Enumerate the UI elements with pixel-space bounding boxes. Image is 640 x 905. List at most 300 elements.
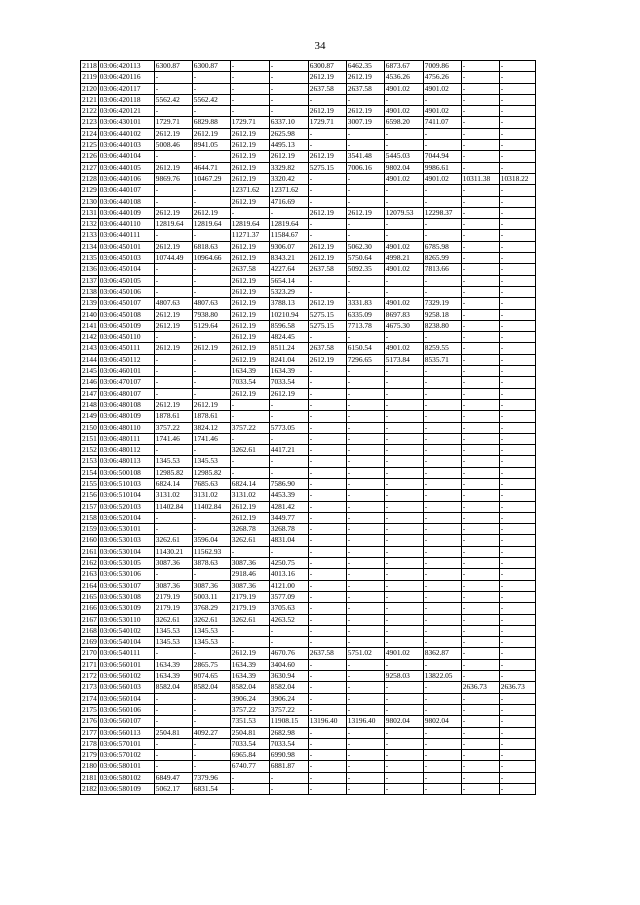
value-cell: 3007.19	[346, 117, 384, 128]
value-cell: -	[154, 151, 192, 162]
value-cell: -	[384, 467, 423, 478]
value-cell: -	[346, 128, 384, 139]
value-cell: 7033.54	[230, 738, 269, 749]
table-row	[81, 83, 536, 94]
value-cell: 1729.71	[308, 117, 346, 128]
value-cell: -	[192, 445, 230, 456]
value-cell: -	[461, 512, 499, 523]
value-cell: 3268.78	[269, 524, 308, 535]
value-cell: -	[423, 558, 461, 569]
row-index-cell: 2180	[82, 761, 97, 771]
value-cell: 2179.19	[154, 591, 192, 602]
value-cell: 9306.07	[269, 241, 308, 252]
table-row	[81, 501, 536, 512]
value-cell: -	[384, 704, 423, 715]
row-index-cell: 2141	[82, 320, 97, 330]
row-index-cell: 2175	[82, 704, 97, 714]
value-cell: 4644.71	[192, 162, 230, 173]
value-cell: -	[154, 72, 192, 83]
value-cell: 3087.36	[192, 580, 230, 591]
row-index-cell: 2167	[82, 614, 97, 624]
value-cell: -	[499, 591, 535, 602]
value-cell: -	[154, 512, 192, 523]
value-cell: 9802.04	[384, 716, 423, 727]
table-row	[81, 535, 536, 546]
code-cell: 03:06:480110	[98, 422, 154, 433]
table-row	[81, 727, 536, 738]
value-cell: 8238.80	[423, 320, 461, 331]
value-cell: -	[423, 275, 461, 286]
value-cell: -	[154, 761, 192, 772]
row-index-cell: 2178	[82, 738, 97, 748]
value-cell: 2637.58	[308, 648, 346, 659]
value-cell: -	[499, 580, 535, 591]
value-cell: -	[346, 140, 384, 151]
value-cell: -	[346, 275, 384, 286]
value-cell: -	[423, 704, 461, 715]
value-cell: 5008.46	[154, 140, 192, 151]
value-cell: 2612.19	[154, 343, 192, 354]
row-index-cell: 2147	[82, 388, 97, 398]
value-cell: 2179.19	[230, 591, 269, 602]
value-cell: -	[308, 230, 346, 241]
value-cell: -	[461, 117, 499, 128]
value-cell: -	[192, 750, 230, 761]
value-cell: 12985.82	[192, 467, 230, 478]
value-cell: -	[461, 320, 499, 331]
code-cell: 03:06:530103	[98, 535, 154, 546]
value-cell: -	[192, 106, 230, 117]
value-cell: -	[230, 207, 269, 218]
value-cell: -	[269, 772, 308, 783]
value-cell: -	[423, 569, 461, 580]
value-cell: -	[461, 140, 499, 151]
value-cell: -	[230, 399, 269, 410]
value-cell: 4901.02	[423, 173, 461, 184]
value-cell: 10318.22	[499, 173, 535, 184]
value-cell: -	[423, 332, 461, 343]
value-cell: 4824.45	[269, 332, 308, 343]
row-index-cell: 2179	[82, 750, 97, 760]
value-cell: -	[499, 106, 535, 117]
value-cell: -	[154, 738, 192, 749]
code-cell: 03:06:560106	[98, 704, 154, 715]
value-cell: -	[308, 693, 346, 704]
value-cell: -	[499, 298, 535, 309]
value-cell: -	[230, 784, 269, 795]
value-cell: 6598.20	[384, 117, 423, 128]
value-cell: -	[192, 761, 230, 772]
value-cell: 5562.42	[154, 94, 192, 105]
value-cell: 2612.19	[192, 128, 230, 139]
value-cell: -	[461, 72, 499, 83]
value-cell: 2865.75	[192, 659, 230, 670]
value-cell: -	[384, 422, 423, 433]
row-index-cell: 2182	[82, 784, 97, 793]
value-cell: 5129.64	[192, 320, 230, 331]
value-cell: -	[384, 614, 423, 625]
value-cell: 11402.84	[154, 501, 192, 512]
value-cell: 12819.64	[154, 219, 192, 230]
value-cell: -	[346, 456, 384, 467]
row-index-cell: 2127	[82, 162, 97, 172]
value-cell: -	[308, 185, 346, 196]
table-row	[81, 162, 536, 173]
table-row	[81, 467, 536, 478]
value-cell: 10311.38	[461, 173, 499, 184]
row-index-cell: 2154	[82, 467, 97, 477]
value-cell: -	[461, 535, 499, 546]
value-cell: 4536.26	[384, 72, 423, 83]
value-cell: 12079.53	[384, 207, 423, 218]
row-index-cell: 2150	[82, 422, 97, 432]
row-index-cell: 2181	[82, 772, 97, 782]
value-cell: -	[499, 445, 535, 456]
value-cell: -	[308, 580, 346, 591]
value-cell: -	[384, 377, 423, 388]
value-cell: -	[346, 286, 384, 297]
value-cell: 2612.19	[230, 512, 269, 523]
value-cell: -	[423, 185, 461, 196]
value-cell: 5062.30	[346, 241, 384, 252]
code-cell: 03:06:530110	[98, 614, 154, 625]
row-index-cell: 2132	[82, 219, 97, 229]
value-cell: 2612.19	[230, 501, 269, 512]
value-cell: 2612.19	[154, 162, 192, 173]
value-cell: -	[423, 286, 461, 297]
code-cell: 03:06:530101	[98, 524, 154, 535]
code-cell: 03:06:450107	[98, 298, 154, 309]
code-cell: 03:06:440104	[98, 151, 154, 162]
table-row	[81, 151, 536, 162]
value-cell: -	[461, 546, 499, 557]
value-cell: 3705.63	[269, 603, 308, 614]
value-cell: -	[308, 286, 346, 297]
value-cell: -	[308, 501, 346, 512]
value-cell: 9802.04	[384, 162, 423, 173]
value-cell: 4281.42	[269, 501, 308, 512]
value-cell: -	[423, 727, 461, 738]
value-cell: -	[384, 433, 423, 444]
value-cell: -	[461, 207, 499, 218]
value-cell: 2612.19	[308, 253, 346, 264]
code-cell: 03:06:450112	[98, 354, 154, 365]
value-cell: -	[269, 433, 308, 444]
value-cell: -	[308, 140, 346, 151]
value-cell: -	[230, 72, 269, 83]
value-cell: 2504.81	[230, 727, 269, 738]
value-cell: 3262.61	[154, 614, 192, 625]
code-cell: 03:06:530109	[98, 603, 154, 614]
value-cell: -	[423, 490, 461, 501]
value-cell: -	[384, 501, 423, 512]
value-cell: -	[461, 704, 499, 715]
value-cell: -	[461, 614, 499, 625]
value-cell: -	[384, 388, 423, 399]
table-row	[81, 772, 536, 783]
value-cell: -	[461, 286, 499, 297]
value-cell: 12819.64	[230, 219, 269, 230]
value-cell: -	[192, 151, 230, 162]
value-cell: 8259.55	[423, 343, 461, 354]
table-row	[81, 411, 536, 422]
table-row	[81, 603, 536, 614]
value-cell: -	[384, 94, 423, 105]
value-cell: -	[346, 625, 384, 636]
value-cell: -	[423, 196, 461, 207]
value-cell: 9074.65	[192, 671, 230, 682]
code-cell: 03:06:560104	[98, 693, 154, 704]
value-cell: 4901.02	[384, 298, 423, 309]
value-cell: -	[384, 772, 423, 783]
value-cell: 3630.94	[269, 671, 308, 682]
value-cell: -	[308, 591, 346, 602]
table-row	[81, 343, 536, 354]
value-cell: -	[346, 591, 384, 602]
value-cell: -	[230, 625, 269, 636]
value-cell: 2612.19	[192, 399, 230, 410]
value-cell: -	[461, 61, 499, 72]
table-row	[81, 738, 536, 749]
code-cell: 03:06:450110	[98, 332, 154, 343]
row-index-cell: 2142	[82, 332, 97, 342]
value-cell: -	[499, 704, 535, 715]
value-cell: -	[499, 625, 535, 636]
value-cell: -	[384, 603, 423, 614]
value-cell: 3131.02	[230, 490, 269, 501]
value-cell: -	[499, 727, 535, 738]
value-cell: 4807.63	[154, 298, 192, 309]
value-cell: 3262.61	[230, 535, 269, 546]
row-index-cell: 2121	[82, 94, 97, 104]
code-cell: 03:06:440105	[98, 162, 154, 173]
value-cell: -	[461, 366, 499, 377]
value-cell: 2612.19	[230, 241, 269, 252]
value-cell: 12371.62	[230, 185, 269, 196]
table-row	[81, 704, 536, 715]
value-cell: -	[308, 433, 346, 444]
value-cell: 2612.19	[230, 320, 269, 331]
code-cell: 03:06:440111	[98, 230, 154, 241]
value-cell: 11271.37	[230, 230, 269, 241]
value-cell: -	[269, 411, 308, 422]
value-cell: -	[384, 727, 423, 738]
value-cell: -	[499, 716, 535, 727]
value-cell: -	[499, 230, 535, 241]
value-cell: 2636.73	[461, 682, 499, 693]
table-row	[81, 106, 536, 117]
value-cell: 2637.58	[230, 264, 269, 275]
value-cell: -	[461, 659, 499, 670]
value-cell: -	[269, 467, 308, 478]
value-cell: 2612.19	[154, 207, 192, 218]
row-index-cell: 2145	[82, 366, 97, 376]
value-cell: 6337.10	[269, 117, 308, 128]
value-cell: -	[384, 784, 423, 795]
value-cell: 3757.22	[230, 422, 269, 433]
value-cell: 1878.61	[154, 411, 192, 422]
table-row	[81, 117, 536, 128]
code-cell: 03:06:530104	[98, 546, 154, 557]
value-cell: -	[423, 637, 461, 648]
value-cell: -	[384, 738, 423, 749]
value-cell: 7379.96	[192, 772, 230, 783]
value-cell: 2612.19	[154, 241, 192, 252]
code-cell: 03:06:480113	[98, 456, 154, 467]
value-cell: -	[499, 512, 535, 523]
value-cell: 2612.19	[308, 241, 346, 252]
row-index-cell: 2164	[82, 580, 97, 590]
table-row	[81, 286, 536, 297]
value-cell: -	[192, 332, 230, 343]
value-cell: -	[499, 241, 535, 252]
value-cell: -	[461, 128, 499, 139]
value-cell: -	[461, 343, 499, 354]
value-cell: -	[499, 196, 535, 207]
value-cell: 2612.19	[230, 140, 269, 151]
value-cell: -	[192, 377, 230, 388]
value-cell: 6829.88	[192, 117, 230, 128]
value-cell: -	[192, 83, 230, 94]
code-cell: 03:06:460101	[98, 366, 154, 377]
row-index-cell: 2171	[82, 659, 97, 669]
table-row	[81, 207, 536, 218]
value-cell: -	[230, 61, 269, 72]
table-row	[81, 241, 536, 252]
value-cell: 2612.19	[308, 354, 346, 365]
row-index-cell: 2160	[82, 535, 97, 545]
value-cell: -	[192, 738, 230, 749]
value-cell: -	[461, 580, 499, 591]
value-cell: -	[384, 546, 423, 557]
value-cell: 3906.24	[269, 693, 308, 704]
code-cell: 03:06:560113	[98, 727, 154, 738]
value-cell: -	[461, 399, 499, 410]
value-cell: -	[192, 512, 230, 523]
value-cell: -	[308, 682, 346, 693]
row-index-cell: 2174	[82, 693, 97, 703]
value-cell: -	[230, 433, 269, 444]
value-cell: 11584.67	[269, 230, 308, 241]
value-cell: -	[346, 411, 384, 422]
value-cell: -	[346, 433, 384, 444]
value-cell: -	[499, 253, 535, 264]
value-cell: -	[461, 693, 499, 704]
code-cell: 03:06:530108	[98, 591, 154, 602]
value-cell: 2612.19	[230, 298, 269, 309]
value-cell: -	[423, 445, 461, 456]
value-cell: 9258.18	[423, 309, 461, 320]
value-cell: -	[346, 569, 384, 580]
value-cell: -	[192, 230, 230, 241]
value-cell: -	[461, 625, 499, 636]
value-cell: 9869.76	[154, 173, 192, 184]
value-cell: -	[154, 185, 192, 196]
value-cell: -	[230, 772, 269, 783]
value-cell: 3768.29	[192, 603, 230, 614]
code-cell: 03:06:560107	[98, 716, 154, 727]
row-index-cell: 2120	[82, 83, 97, 93]
value-cell: 2179.19	[230, 603, 269, 614]
value-cell: -	[499, 128, 535, 139]
value-cell: -	[346, 535, 384, 546]
value-cell: 9258.03	[384, 671, 423, 682]
value-cell: -	[308, 275, 346, 286]
value-cell: -	[192, 185, 230, 196]
value-cell: 2612.19	[230, 286, 269, 297]
table-row	[81, 230, 536, 241]
value-cell: -	[423, 456, 461, 467]
value-cell: 6873.67	[384, 61, 423, 72]
row-index-cell: 2159	[82, 524, 97, 534]
code-cell: 03:06:480109	[98, 411, 154, 422]
row-index-cell: 2177	[82, 727, 97, 737]
value-cell: -	[461, 727, 499, 738]
code-cell: 03:06:520103	[98, 501, 154, 512]
value-cell: 5092.35	[346, 264, 384, 275]
value-cell: 11562.93	[192, 546, 230, 557]
value-cell: 3788.13	[269, 298, 308, 309]
value-cell: -	[192, 569, 230, 580]
value-cell: -	[154, 716, 192, 727]
value-cell: 2612.19	[230, 648, 269, 659]
value-cell: -	[154, 750, 192, 761]
code-cell: 03:06:440110	[98, 219, 154, 230]
value-cell: -	[346, 501, 384, 512]
row-index-cell: 2152	[82, 445, 97, 455]
value-cell: 3087.36	[230, 558, 269, 569]
value-cell: -	[499, 219, 535, 230]
value-cell: 2612.19	[308, 151, 346, 162]
code-cell: 03:06:450105	[98, 275, 154, 286]
value-cell: 2612.19	[230, 128, 269, 139]
value-cell: 1729.71	[154, 117, 192, 128]
value-cell: -	[346, 761, 384, 772]
value-cell: 1634.39	[269, 366, 308, 377]
value-cell: -	[423, 467, 461, 478]
value-cell: -	[346, 614, 384, 625]
value-cell: -	[423, 422, 461, 433]
value-cell: 1345.53	[192, 625, 230, 636]
value-cell: 3331.83	[346, 298, 384, 309]
value-cell: 7938.80	[192, 309, 230, 320]
value-cell: -	[308, 750, 346, 761]
value-cell: -	[384, 591, 423, 602]
value-cell: 4901.02	[423, 83, 461, 94]
value-cell: -	[192, 366, 230, 377]
table-row	[81, 716, 536, 727]
value-cell: -	[384, 128, 423, 139]
value-cell: -	[192, 354, 230, 365]
value-cell: -	[384, 478, 423, 489]
value-cell: -	[499, 524, 535, 535]
value-cell: 2612.19	[308, 207, 346, 218]
value-cell: -	[154, 332, 192, 343]
value-cell: -	[384, 456, 423, 467]
value-cell: 6462.35	[346, 61, 384, 72]
value-cell: -	[230, 637, 269, 648]
value-cell: 3087.36	[154, 558, 192, 569]
value-cell: -	[346, 750, 384, 761]
value-cell: -	[346, 784, 384, 795]
value-cell: 9802.04	[423, 716, 461, 727]
value-cell: -	[308, 128, 346, 139]
table-row	[81, 140, 536, 151]
value-cell: -	[308, 478, 346, 489]
value-cell: 12298.37	[423, 207, 461, 218]
value-cell: -	[384, 535, 423, 546]
value-cell: 8596.58	[269, 320, 308, 331]
